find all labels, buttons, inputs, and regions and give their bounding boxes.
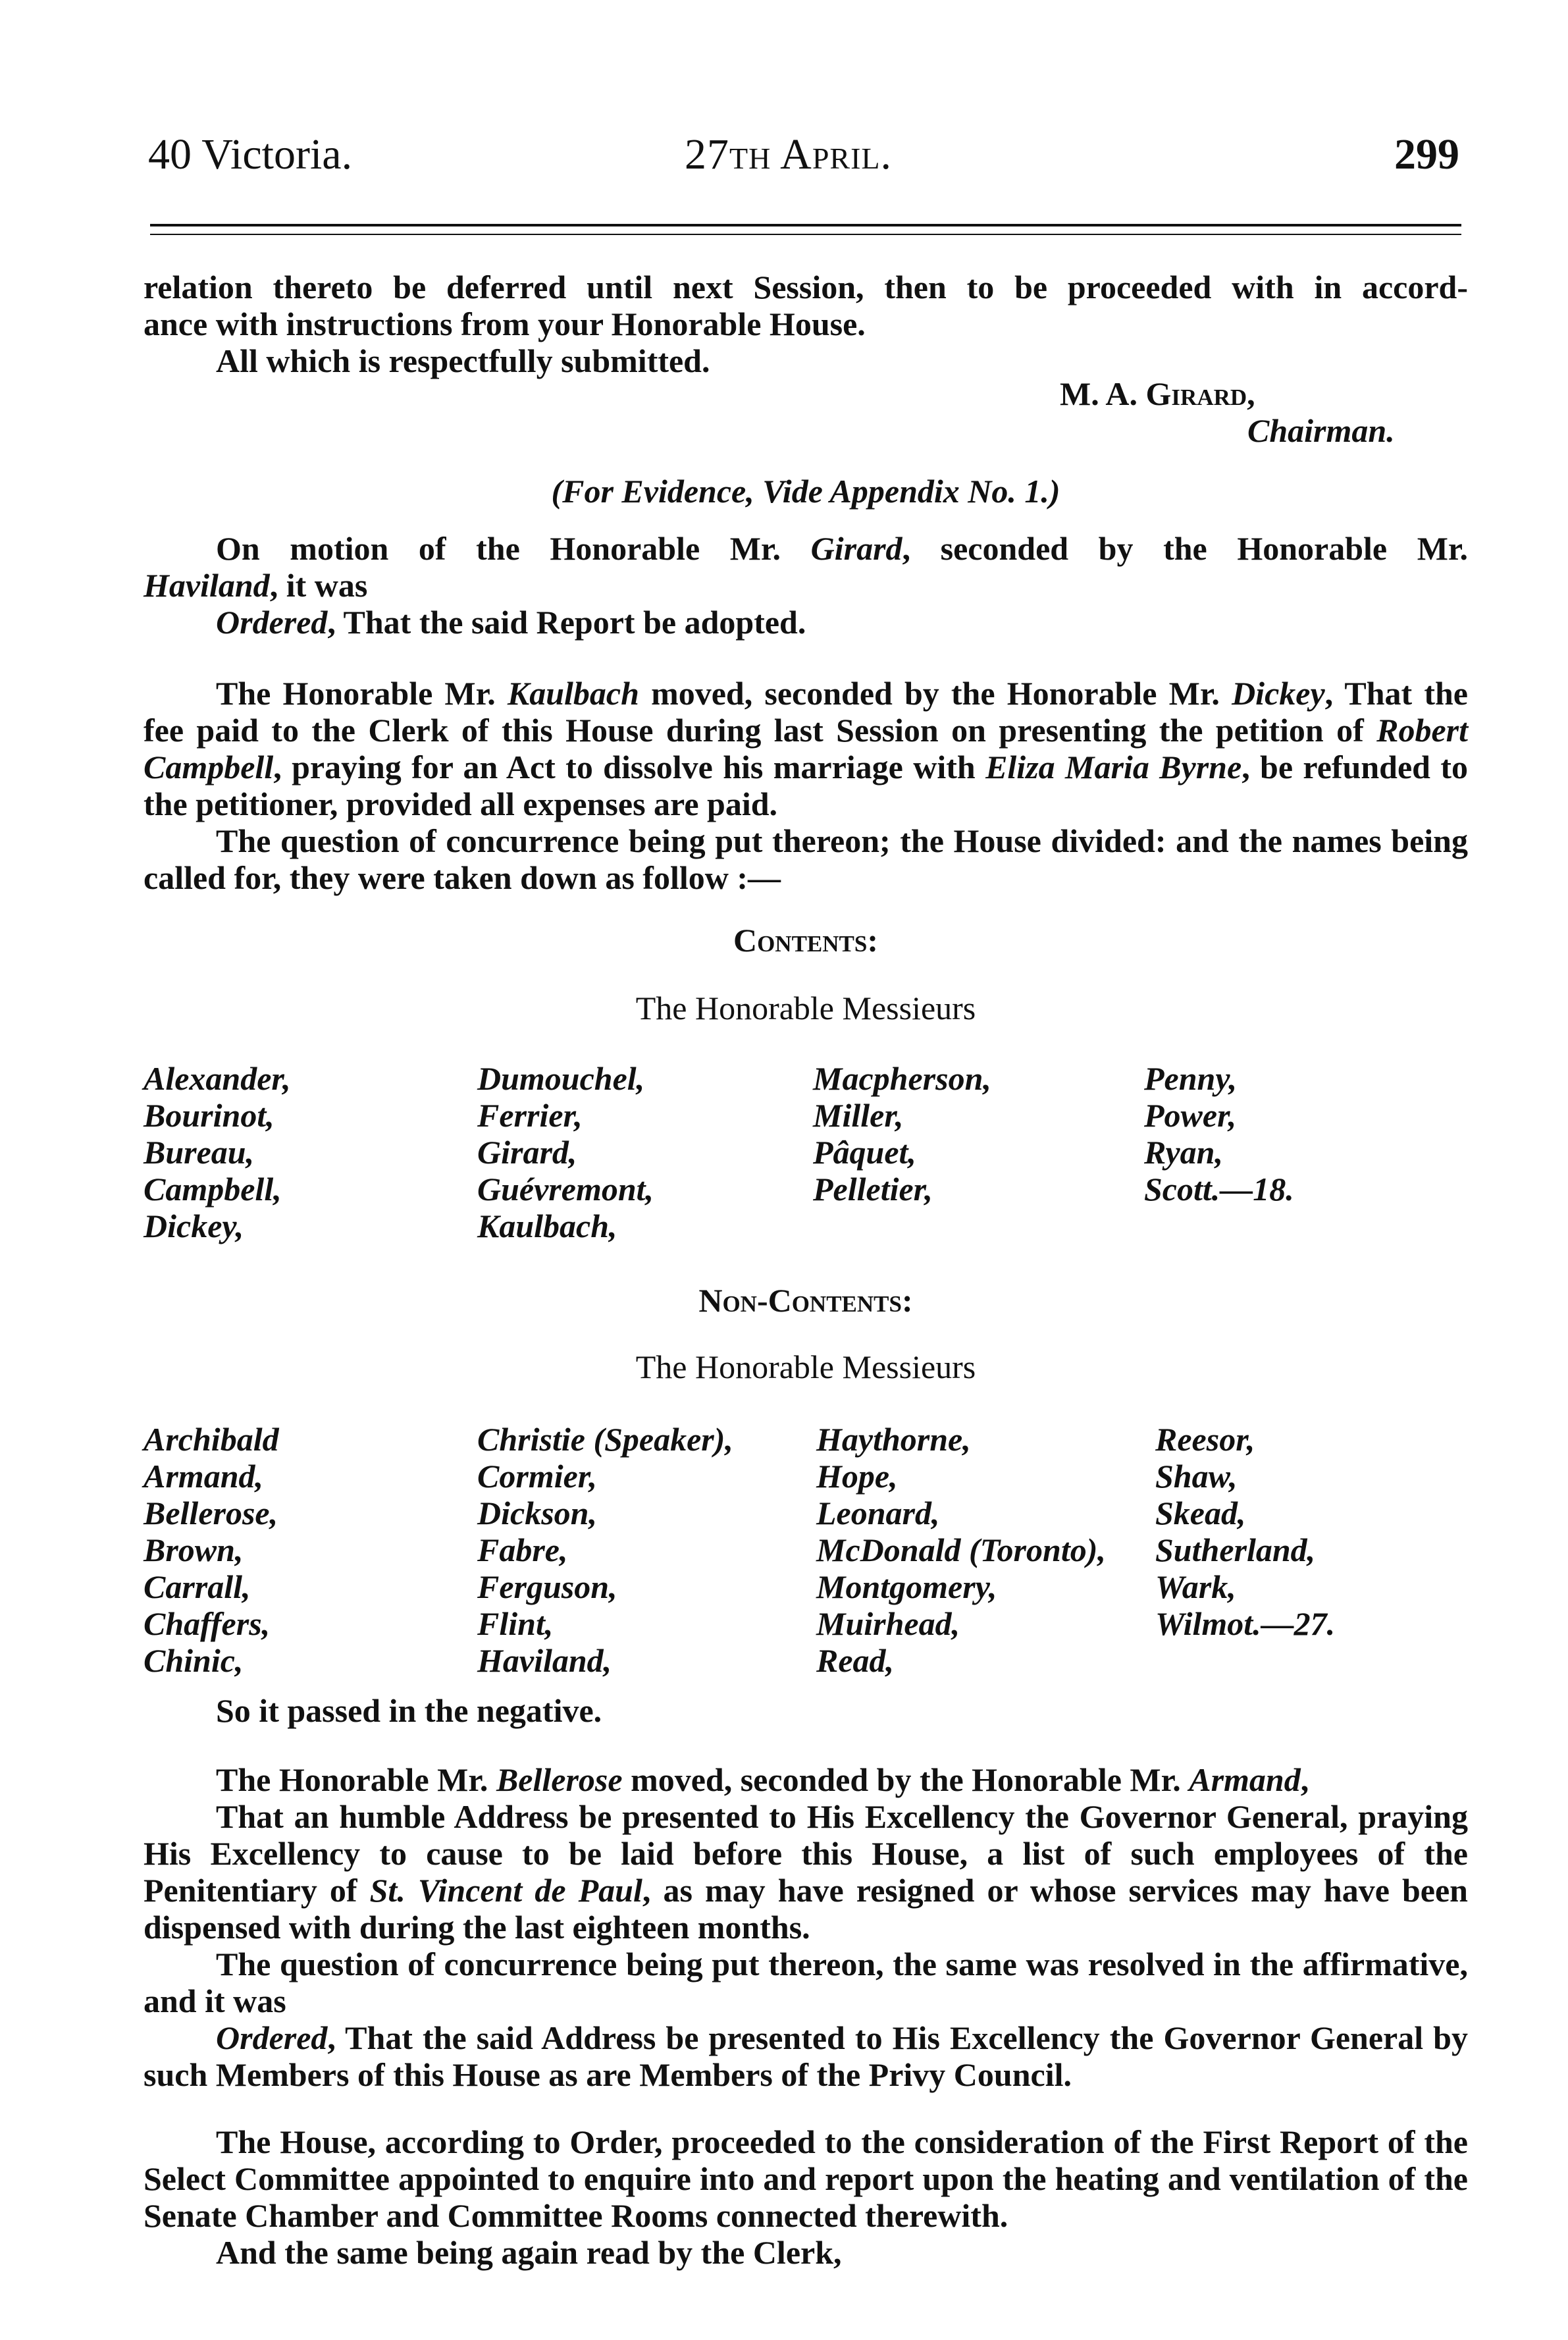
- report-line-1: relation thereto be deferred until next Session, then to be proceeded with in accord-: [144, 269, 1468, 306]
- ordered-label: Ordered: [216, 2019, 328, 2056]
- motion-adopt-part-b: , seconded by the Honorable Mr.: [902, 530, 1468, 567]
- member-name: Penny,: [1144, 1060, 1238, 1097]
- motion-adopt-part-a: On motion of the Honorable Mr.: [216, 530, 811, 567]
- motion-refund-part-3: , That the fee paid to the Clerk of this House during last Session on presenting the petition of: [144, 675, 1468, 749]
- address-part-2: , as may have resigned or whose services may have been dispensed with during the last eighteen months.: [144, 1872, 1468, 1946]
- evidence-note: (For Evidence, Vide Appendix No. 1.): [551, 473, 1060, 510]
- member-name: Christie (Speaker),: [477, 1421, 733, 1458]
- petitioner-name: Robert Campbell: [144, 712, 1468, 785]
- address-ordered: [144, 2019, 1468, 2093]
- report-line-2: ance with instructions from your Honorable House.: [144, 306, 866, 342]
- header-date: 27th April.: [685, 130, 893, 178]
- member-name: Muirhead,: [816, 1605, 960, 1642]
- division-call: The question of concurrence being put thereon; the House divided: and the names being called for, they were taken down as follow :—: [144, 822, 1468, 896]
- motion-refund-mover: Kaulbach: [507, 675, 639, 712]
- ordered-text: , That the said Address be presented to His Excellency the Governor General by such Members of this House as are Members of the Privy Council.: [144, 2019, 1468, 2093]
- member-name: Shaw,: [1155, 1458, 1238, 1495]
- signature-title: Chairman.: [1247, 412, 1395, 449]
- seconder-name: Haviland: [144, 567, 270, 604]
- member-name: Dumouchel,: [477, 1060, 645, 1097]
- mover-name: Girard: [810, 530, 902, 567]
- member-name: Macpherson,: [813, 1060, 991, 1097]
- motion-adopt-report: [144, 530, 1468, 641]
- motion-adopt-part-c: , it was: [269, 567, 368, 604]
- member-name: Alexander,: [144, 1060, 291, 1097]
- non-contents-col-1: [144, 1421, 279, 1679]
- motion-adopt-text: [144, 530, 1468, 567]
- motion-refund-seconder: Dickey: [1232, 675, 1325, 712]
- motion-address-intro: [144, 1761, 1468, 1798]
- motion-refund-text: [144, 675, 1468, 822]
- member-name: Read,: [816, 1642, 895, 1679]
- member-name: Ryan,: [1144, 1134, 1223, 1171]
- contents-col-1: [144, 1060, 291, 1244]
- motion-address-part-1: The Honorable Mr.: [216, 1761, 496, 1798]
- address-question: The question of concurrence being put thereon, the same was resolved in the affirmative, and it was: [144, 1946, 1468, 2019]
- member-name: Skead,: [1155, 1495, 1246, 1531]
- non-contents-col-4: [1155, 1421, 1335, 1642]
- member-name: Carrall,: [144, 1568, 251, 1605]
- motion-address-mover: Bellerose: [496, 1761, 623, 1798]
- motion-address-seconder: Armand: [1189, 1761, 1301, 1798]
- report-closing: [144, 269, 1468, 379]
- member-name: Miller,: [813, 1097, 904, 1134]
- member-name: Bourinot,: [144, 1097, 274, 1134]
- member-name: Wilmot.—27.: [1155, 1605, 1336, 1642]
- member-name: Reesor,: [1155, 1421, 1255, 1458]
- page-number: 299: [1394, 130, 1459, 178]
- motion-address-part-3: ,: [1300, 1761, 1309, 1798]
- motion-adopt-ordered: [144, 604, 1468, 641]
- member-name: Kaulbach,: [477, 1208, 617, 1244]
- spouse-name: Eliza Maria Byrne: [985, 749, 1242, 785]
- member-name: Campbell,: [144, 1171, 282, 1208]
- contents-heading: Contents:: [733, 922, 879, 959]
- member-name: Archibald: [144, 1421, 279, 1458]
- address-part-1: That an humble Address be presented to His Excellency the Governor General, praying His Excellency to cause to be laid before this House, a list of such employees of the Penitentiary of: [144, 1798, 1468, 1909]
- division-result: So it passed in the negative.: [216, 1692, 602, 1729]
- member-name: Chinic,: [144, 1642, 244, 1679]
- motion-address: [144, 1761, 1468, 2093]
- member-name: Sutherland,: [1155, 1531, 1316, 1568]
- member-name: Haythorne,: [816, 1421, 971, 1458]
- member-name: Armand,: [144, 1458, 264, 1495]
- member-name: Ferguson,: [477, 1568, 617, 1605]
- non-contents-col-2: [477, 1421, 733, 1679]
- contents-col-4: [1144, 1060, 1294, 1208]
- motion-refund-fee: [144, 675, 1468, 896]
- committee-report-text: The House, according to Order, proceeded to the consideration of the First Report of the Select Committee appointed to enquire into and report upon the heating and ventilation of the Senate Chamber and Committee Rooms connected therewith.: [144, 2123, 1468, 2234]
- motion-address-part-2: moved, seconded by the Honorable Mr.: [622, 1761, 1189, 1798]
- member-name: Bureau,: [144, 1134, 255, 1171]
- motion-refund-part-5: , be refunded to the petitioner, provided all expenses are paid.: [144, 749, 1468, 822]
- member-name: Scott.—18.: [1144, 1171, 1294, 1208]
- member-name: Ferrier,: [477, 1097, 583, 1134]
- member-name: Brown,: [144, 1531, 244, 1568]
- member-name: Girard,: [477, 1134, 577, 1171]
- committee-report-consideration: [144, 2123, 1468, 2271]
- address-text: [144, 1798, 1468, 1946]
- motion-refund-part-2: moved, seconded by the Honorable Mr.: [639, 675, 1232, 712]
- member-name: Dickson,: [477, 1495, 597, 1531]
- motion-refund-part-1: The Honorable Mr.: [216, 675, 508, 712]
- signature-name: M. A. Girard,: [1060, 375, 1255, 412]
- member-name: Flint,: [477, 1605, 554, 1642]
- member-name: Power,: [1144, 1097, 1237, 1134]
- member-name: Hope,: [816, 1458, 898, 1495]
- contents-col-2: [477, 1060, 654, 1244]
- member-name: Pâquet,: [813, 1134, 916, 1171]
- penitentiary-place: St. Vincent de Paul: [369, 1872, 642, 1909]
- report-line-3: All which is respectfully submitted.: [216, 342, 710, 379]
- header-rule-thin: [150, 234, 1461, 235]
- member-name: McDonald (Toronto),: [816, 1531, 1106, 1568]
- member-name: Pelletier,: [813, 1171, 933, 1208]
- header-rule-thick: [150, 224, 1461, 226]
- contents-subheading: The Honorable Messieurs: [635, 990, 976, 1026]
- non-contents-heading: Non-Contents:: [698, 1282, 913, 1319]
- member-name: Leonard,: [816, 1495, 940, 1531]
- motion-adopt-line-2: [144, 567, 1468, 604]
- member-name: Guévremont,: [477, 1171, 654, 1208]
- contents-col-3: [813, 1060, 991, 1208]
- member-name: Bellerose,: [144, 1495, 278, 1531]
- committee-report-reading: And the same being again read by the Clerk,: [216, 2234, 842, 2271]
- member-name: Chaffers,: [144, 1605, 271, 1642]
- non-contents-col-3: [816, 1421, 1106, 1679]
- motion-refund-part-4: , praying for an Act to dissolve his marriage with: [273, 749, 986, 785]
- ordered-text: , That the said Report be adopted.: [327, 604, 806, 641]
- member-name: Fabre,: [477, 1531, 568, 1568]
- ordered-label: Ordered: [216, 604, 328, 641]
- member-name: Cormier,: [477, 1458, 597, 1495]
- member-name: Wark,: [1155, 1568, 1236, 1605]
- member-name: Montgomery,: [816, 1568, 997, 1605]
- member-name: Dickey,: [144, 1208, 244, 1244]
- header-session: 40 Victoria.: [148, 130, 353, 178]
- member-name: Haviland,: [477, 1642, 612, 1679]
- non-contents-subheading: The Honorable Messieurs: [635, 1348, 976, 1385]
